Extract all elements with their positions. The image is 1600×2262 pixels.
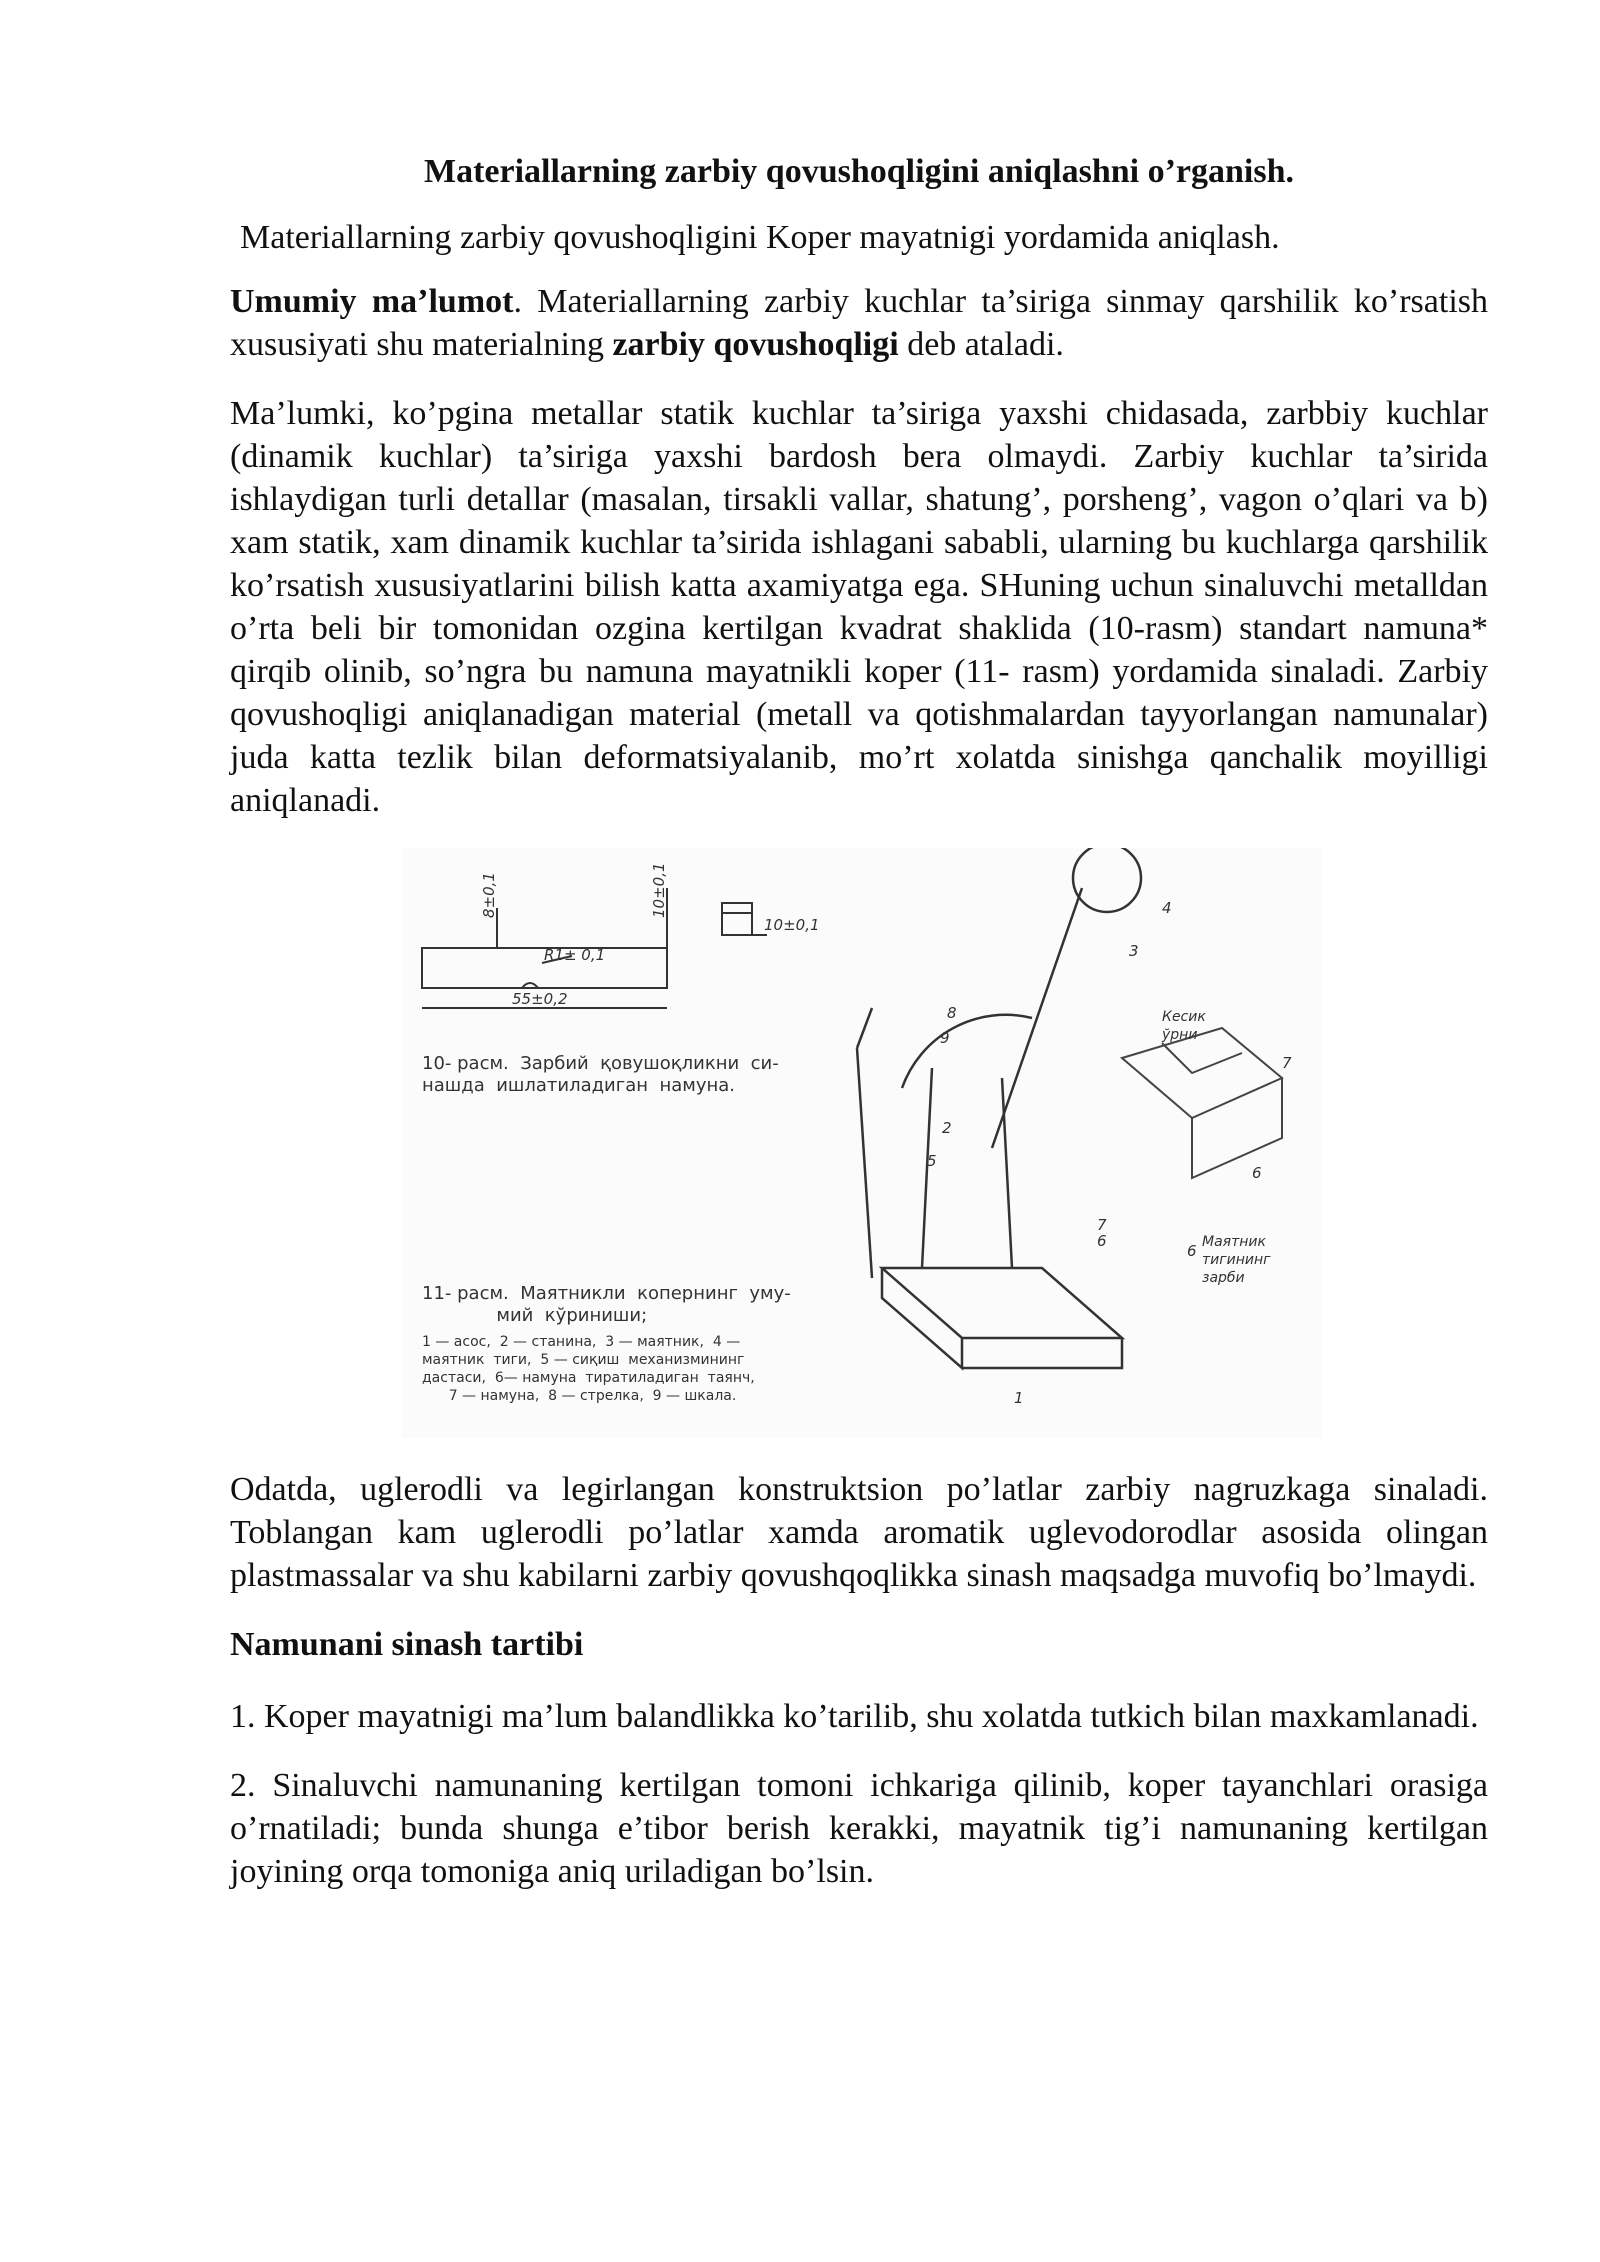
page-title: Materiallarning zarbiy qovushoqligini aniqlashni o’rganish.: [423, 153, 1294, 190]
intro-text-before: . Materiallarning zarbiy kuchlar ta’siriga sinmay qarshilik ko’rsatish xususiyati shu materialning: [230, 283, 1488, 363]
figure-caption-10: 10- расм. Зарбий қовушоқликни си- нашда ишлатиладиган намуна.: [422, 1053, 779, 1096]
label-nomer: 6: [1097, 1232, 1107, 1250]
intro-text-after: deb ataladi.: [898, 326, 1064, 363]
dim-label-1: 8±0,1: [480, 872, 498, 918]
dim-label-2: 10±0,1: [650, 862, 668, 918]
label-nomer: 3: [1129, 942, 1139, 960]
label-nomer: 1: [1014, 1389, 1024, 1407]
figure-legend: 1 — асос, 2 — станина, 3 — маятник, 4 — маятник тиги, 5 — сиқиш механизмининг дастаси, 6— намуна тиратиладиган таянч, 7 — намуна, 8 — стрелка, 9 — шкала.: [422, 1334, 755, 1404]
intro-term: zarbiy qovushoqligi: [612, 326, 899, 363]
dim-label-4: 55±0,2: [512, 990, 568, 1008]
main-paragraph: Ma’lumki, ko’pgina metallar statik kuchlar ta’siriga yaxshi chidasada, zarbbiy kuchlar (dinamik kuchlar) ta’siriga yaxshi bardosh bera olmaydi. Zarbiy kuchlar ta’sirida ishlaydigan turli detallar (masalan, tirsakli vallar, shatung’, porsheng’, vagon o’qlari va b) xam statik, xam dinamik kuchlar ta’sirida ishlagani sababli, ularning bu kuchlarga qarshilik ko’rsatish xususiyatlarini bilish katta axamiyatga ega. SHuning uchun sinaluvchi metalldan o’rta beli bir tomonidan ozgina kertilgan kvadrat shaklida (10-rasm) standart namuna* qirqib olinib, so’ngra bu namuna mayatnikli koper (11- rasm) yordamida sinaladi. Zarbiy qovushoqligi aniqlanadigan material (metall va qotishmalardan tayyorlangan namunalar) juda katta tezlik bilan deformatsiyalanib, mo’rt xolatda sinishga qanchalik moyilligi aniqlanadi.: [230, 395, 1488, 819]
figure-caption-11: 11- расм. Маятникли копернинг уму- мий кўриниши;: [422, 1283, 791, 1326]
section-heading: Namunani sinash tartibi: [230, 1626, 584, 1663]
label-nomer: 7: [1097, 1216, 1107, 1234]
support-detail: [1122, 1028, 1282, 1178]
page-subtitle: Materiallarning zarbiy qovushoqligini Koper mayatnigi yordamida aniqlash.: [240, 219, 1280, 256]
paragraph-after-figure: Odatda, uglerodli va legirlangan konstruktsion po’latlar zarbiy nagruzkaga sinaladi. Toblangan kam uglerodli po’latlar xamda aromatik uglevodorodlar asosida olingan plastmassalar va shu kabilarni zarbiy qovushqoqlikka sinash maqsadga muvofiq bo’lmaydi.: [230, 1471, 1488, 1594]
label-nomer: 4: [1162, 899, 1172, 917]
step-item: 2. Sinaluvchi namunaning kertilgan tomoni ichkariga qilinib, koper tayanchlari orasiga o’rnatiladi; bunda shunga e’tibor berish kerakki, mayatnik tig’i namunaning kertilgan joyining orqa tomoniga aniq uriladigan bo’lsin.: [230, 1767, 1488, 1890]
step-item: 1. Koper mayatnigi ma’lum balandlikka ko’tarilib, shu xolatda tutkich bilan maxkamlanadi.: [230, 1698, 1479, 1735]
koper-machine: [857, 848, 1141, 1368]
dim-label-5: 10±0,1: [764, 916, 820, 934]
document-page: [230, 150, 1488, 1919]
label-nomer: 7: [1282, 1054, 1292, 1072]
label-nomer: 6: [1187, 1242, 1197, 1260]
dim-label-3: R1± 0,1: [544, 946, 606, 964]
label-nomer: 2: [942, 1119, 952, 1137]
label-zarb: Маятник тигининг зарби: [1202, 1234, 1271, 1286]
label-nomer: 8: [947, 1004, 957, 1022]
figure-koper: [402, 848, 1322, 1438]
intro-paragraph: [230, 280, 1488, 366]
section-drawing: [722, 903, 767, 935]
label-nomer: 9: [940, 1029, 950, 1047]
label-nomer: 6: [1252, 1164, 1262, 1182]
label-kesik: Кесик ўрни: [1162, 1009, 1206, 1043]
intro-label: Umumiy ma’lumot: [230, 283, 514, 320]
label-nomer: 5: [927, 1152, 937, 1170]
